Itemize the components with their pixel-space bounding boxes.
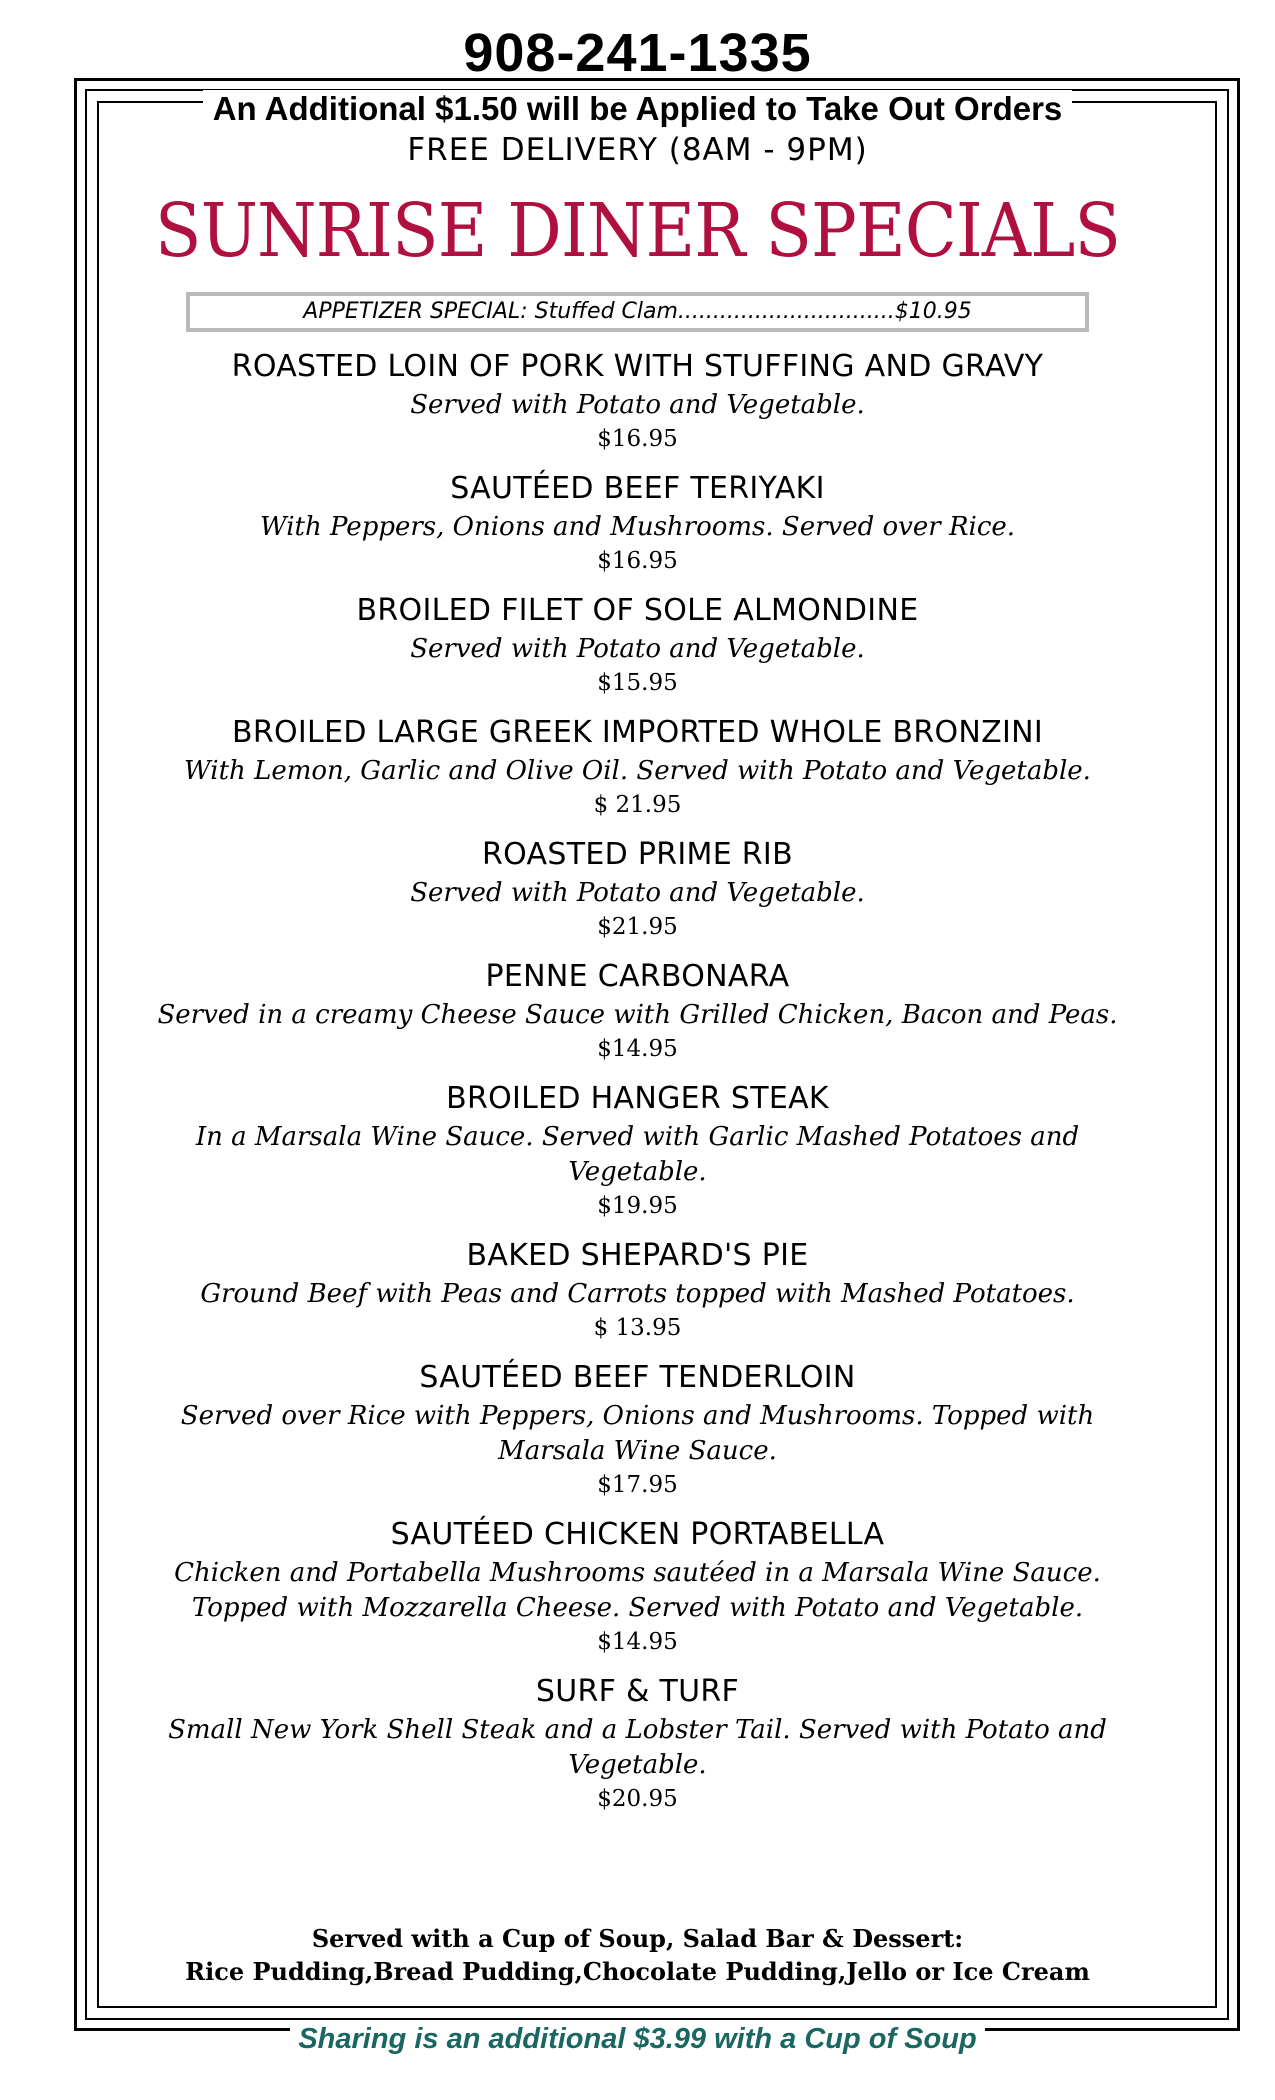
menu-item — [140, 1235, 1135, 1345]
item-price: $ 13.95 — [593, 1315, 682, 1341]
phone-number: 908-241-1335 — [463, 23, 812, 83]
menu-item — [140, 956, 1135, 1066]
item-price: $14.95 — [597, 1036, 678, 1062]
item-name: SAUTÉED CHICKEN PORTABELLA — [390, 1517, 885, 1552]
item-description: Served in a creamy Cheese Sauce with Grilled Chicken, Bacon and Peas. — [157, 1000, 1118, 1030]
item-description: Served with Potato and Vegetable. — [410, 878, 865, 908]
item-price: $21.95 — [597, 914, 678, 940]
menu-item — [140, 468, 1135, 578]
menu-item — [140, 1078, 1135, 1223]
item-price: $20.95 — [597, 1786, 678, 1812]
item-description: Served with Potato and Vegetable. — [410, 634, 865, 664]
item-price: $ 21.95 — [593, 792, 682, 818]
item-name: BAKED SHEPARD'S PIE — [466, 1238, 809, 1273]
menu-item — [140, 1357, 1135, 1502]
item-description: Served with Potato and Vegetable. — [410, 390, 865, 420]
menu-items — [140, 346, 1135, 1828]
delivery-note: FREE DELIVERY (8AM - 9PM) — [407, 132, 868, 168]
item-price: $15.95 — [597, 670, 678, 696]
appetizer-special-box: APPETIZER SPECIAL: Stuffed Clam...............................$10.95 — [186, 292, 1089, 332]
item-description: Chicken and Portabella Mushrooms sautéed in a Marsala Wine Sauce. Topped with Mozzarella Cheese. Served with Potato and Vegetable. — [174, 1558, 1101, 1623]
item-description: With Lemon, Garlic and Olive Oil. Served with Potato and Vegetable. — [184, 756, 1091, 786]
menu-item — [140, 1514, 1135, 1659]
item-name: SURF & TURF — [535, 1674, 740, 1709]
item-description: Ground Beef with Peas and Carrots topped with Mashed Potatoes. — [200, 1279, 1075, 1309]
item-name: BROILED FILET OF SOLE ALMONDINE — [356, 593, 919, 628]
menu-item — [140, 346, 1135, 456]
item-name: BROILED LARGE GREEK IMPORTED WHOLE BRONZINI — [231, 715, 1044, 750]
sharing-note-text: Sharing is an additional $3.99 with a Cup of Soup — [290, 2023, 984, 2055]
item-name: ROASTED PRIME RIB — [482, 837, 793, 872]
item-price: $16.95 — [597, 426, 678, 452]
menu-item — [140, 590, 1135, 700]
menu-item — [140, 712, 1135, 822]
page-title: SUNRISE DINER SPECIALS — [154, 188, 1121, 274]
served-line-2: Rice Pudding,Bread Pudding,Chocolate Pudding,Jello or Ice Cream — [185, 1957, 1090, 1986]
item-description: With Peppers, Onions and Mushrooms. Served over Rice. — [259, 512, 1016, 542]
menu-item — [140, 1671, 1135, 1816]
served-line-1: Served with a Cup of Soup, Salad Bar & Dessert: — [311, 1924, 964, 1953]
item-name: SAUTÉED BEEF TERIYAKI — [450, 471, 825, 506]
item-description: Small New York Shell Steak and a Lobster Tail. Served with Potato and Vegetable. — [168, 1715, 1107, 1780]
item-name: PENNE CARBONARA — [485, 959, 790, 994]
served-with-note — [0, 1922, 1275, 1988]
item-price: $14.95 — [597, 1629, 678, 1655]
item-price: $17.95 — [597, 1472, 678, 1498]
item-description: Served over Rice with Peppers, Onions and Mushrooms. Topped with Marsala Wine Sauce. — [180, 1401, 1095, 1466]
sharing-note — [0, 2023, 1275, 2056]
takeout-note — [0, 90, 1275, 128]
item-name: SAUTÉED BEEF TENDERLOIN — [419, 1360, 856, 1395]
item-name: ROASTED LOIN OF PORK WITH STUFFING AND GRAVY — [231, 349, 1044, 384]
item-name: BROILED HANGER STEAK — [446, 1081, 829, 1116]
item-description: In a Marsala Wine Sauce. Served with Garlic Mashed Potatoes and Vegetable. — [195, 1122, 1080, 1187]
item-price: $16.95 — [597, 548, 678, 574]
item-price: $19.95 — [597, 1193, 678, 1219]
menu-item — [140, 834, 1135, 944]
takeout-note-text: An Additional $1.50 will be Applied to Take Out Orders — [203, 90, 1073, 127]
